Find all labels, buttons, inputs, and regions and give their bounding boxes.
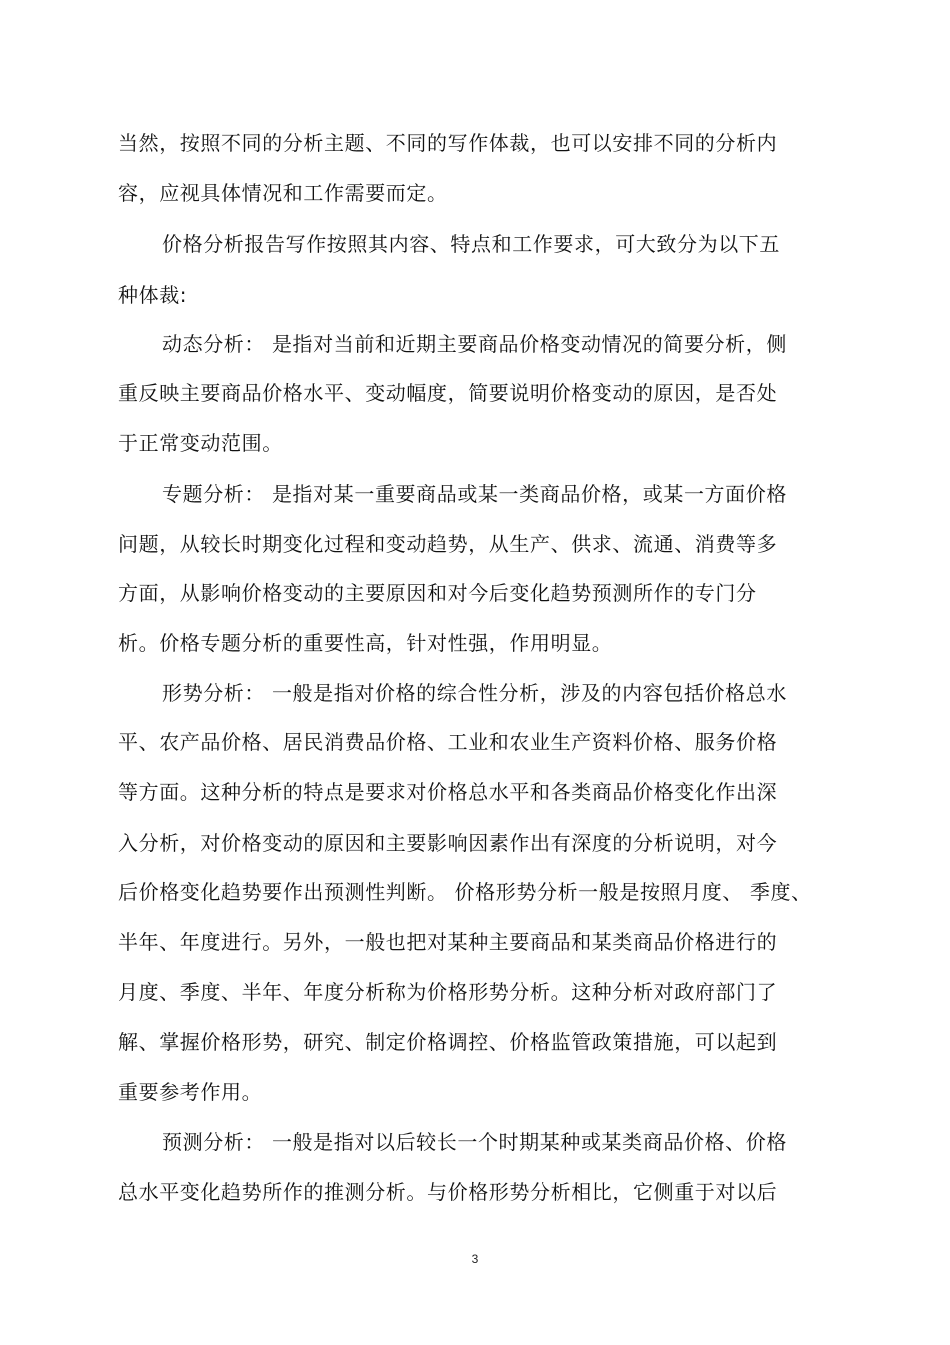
- text-line: 于正常变动范围。: [118, 431, 283, 455]
- text-line: 总水平变化趋势所作的推测分析。与价格形势分析相比，它侧重于对以后: [118, 1180, 778, 1204]
- text-line: 种体裁:: [118, 283, 188, 307]
- text-line: 解、掌握价格形势，研究、制定价格调控、价格监管政策措施，可以起到: [118, 1030, 778, 1054]
- text-line: 重反映主要商品价格水平、变动幅度，简要说明价格变动的原因，是否处: [118, 381, 778, 405]
- text-line: 价格分析报告写作按照其内容、特点和工作要求，可大致分为以下五: [162, 232, 780, 256]
- text-line: 月度、季度、半年、年度分析称为价格形势分析。这种分析对政府部门了: [118, 980, 778, 1004]
- text-line: 形势分析： 一般是指对价格的综合性分析，涉及的内容包括价格总水: [162, 681, 787, 705]
- text-line: 重要参考作用。: [118, 1080, 263, 1104]
- text-line: 析。价格专题分析的重要性高，针对性强，作用明显。: [118, 631, 613, 655]
- text-line: 方面，从影响价格变动的主要原因和对今后变化趋势预测所作的专门分: [118, 581, 757, 605]
- page-number: 3: [471, 1252, 479, 1266]
- text-line: 当然，按照不同的分析主题、不同的写作体裁，也可以安排不同的分析内: [118, 131, 778, 155]
- text-line: 动态分析： 是指对当前和近期主要商品价格变动情况的简要分析，侧: [162, 332, 787, 356]
- text-line: 入分析，对价格变动的原因和主要影响因素作出有深度的分析说明，对今: [118, 831, 778, 855]
- text-line: 半年、年度进行。另外，一般也把对某种主要商品和某类商品价格进行的: [118, 930, 778, 954]
- text-line: 平、农产品价格、居民消费品价格、工业和农业生产资料价格、服务价格: [118, 730, 778, 754]
- text-line: 等方面。这种分析的特点是要求对价格总水平和各类商品价格变化作出深: [118, 780, 778, 804]
- text-line: 后价格变化趋势要作出预测性判断。 价格形势分析一般是按照月度、 季度、: [118, 880, 812, 904]
- text-line: 容，应视具体情况和工作需要而定。: [118, 181, 448, 205]
- text-line: 预测分析： 一般是指对以后较长一个时期某种或某类商品价格、价格: [162, 1130, 787, 1154]
- text-line: 问题，从较长时期变化过程和变动趋势，从生产、供求、流通、消费等多: [118, 532, 778, 556]
- text-line: 专题分析： 是指对某一重要商品或某一类商品价格，或某一方面价格: [162, 482, 787, 506]
